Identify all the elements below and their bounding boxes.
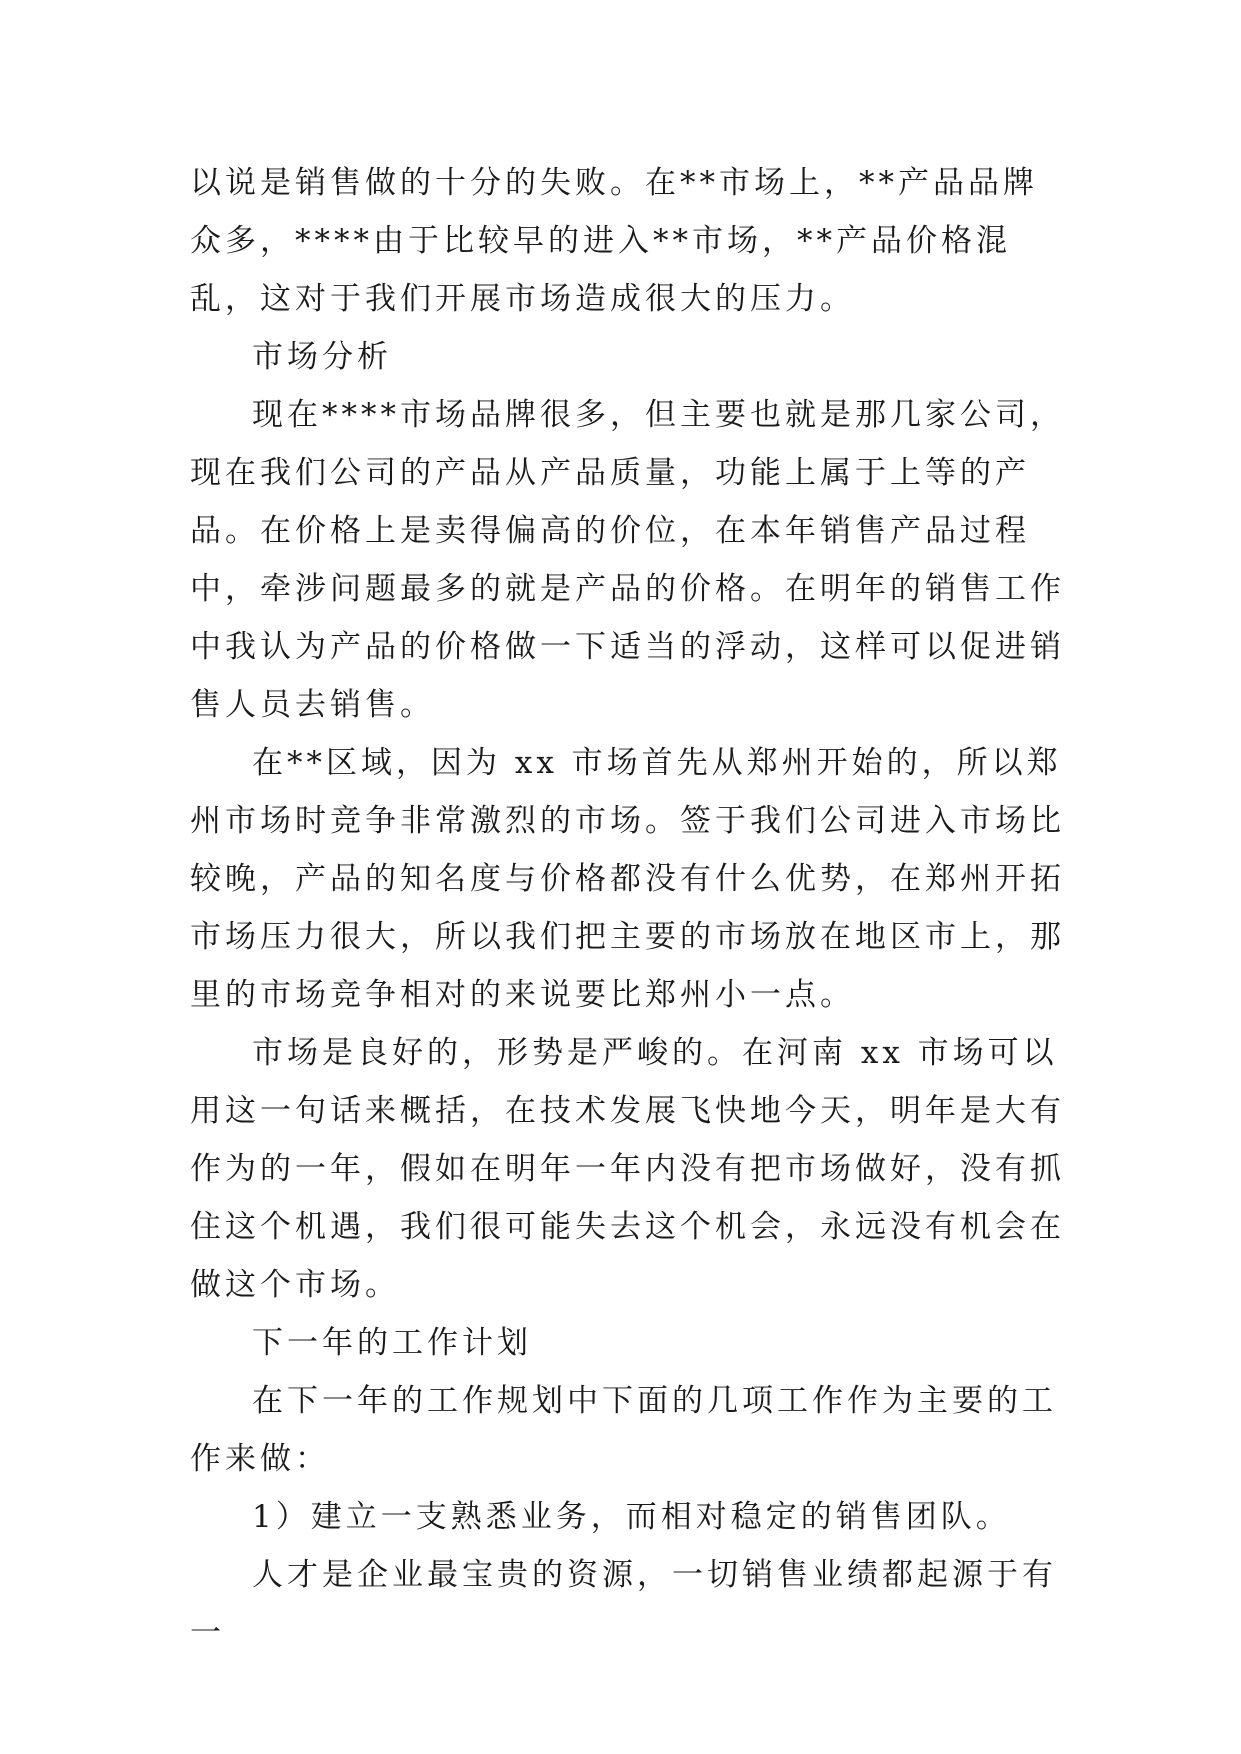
paragraph-intro: 以说是销售做的十分的失败。在**市场上，**产品品牌众多，****由于比较早的进入**市场，**产品价格混乱，这对于我们开展市场造成很大的压力。 — [190, 165, 1038, 317]
section-heading-next-year-plan: 下一年的工作计划 — [252, 1325, 532, 1361]
paragraph-talent: 人才是企业最宝贵的资源，一切销售业绩都起源于有一 — [190, 1557, 1057, 1651]
document-body — [190, 154, 1070, 1662]
paragraph-region: 在**区域，因为 xx 市场首先从郑州开始的，所以郑州市场时竞争非常激烈的市场。签于我们公司进入市场比较晚，产品的知名度与价格都没有什么优势，在郑州开拓市场压力很大，所以我们把主要的市场放在地区市上，那里的市场竞争相对的来说要比郑州小一点。 — [190, 745, 1065, 1013]
list-item-1: 1）建立一支熟悉业务，而相对稳定的销售团队。 — [252, 1499, 1011, 1535]
section-heading-market-analysis: 市场分析 — [252, 339, 392, 375]
paragraph-market-situation: 市场是良好的，形势是严峻的。在河南 xx 市场可以用这一句话来概括，在技术发展飞快地今天，明年是大有作为的一年，假如在明年一年内没有把市场做好，没有抓住这个机遇，我们很可能失去这个机会，永远没有机会在做这个市场。 — [190, 1035, 1065, 1303]
paragraph-plan-intro: 在下一年的工作规划中下面的几项工作作为主要的工作来做： — [190, 1383, 1057, 1477]
paragraph-market-brands: 现在****市场品牌很多，但主要也就是那几家公司，现在我们公司的产品从产品质量，功能上属于上等的产品。在价格上是卖得偏高的价位，在本年销售产品过程中，牵涉问题最多的就是产品的价格。在明年的销售工作中我认为产品的价格做一下适当的浮动，这样可以促进销售人员去销售。 — [190, 397, 1065, 723]
